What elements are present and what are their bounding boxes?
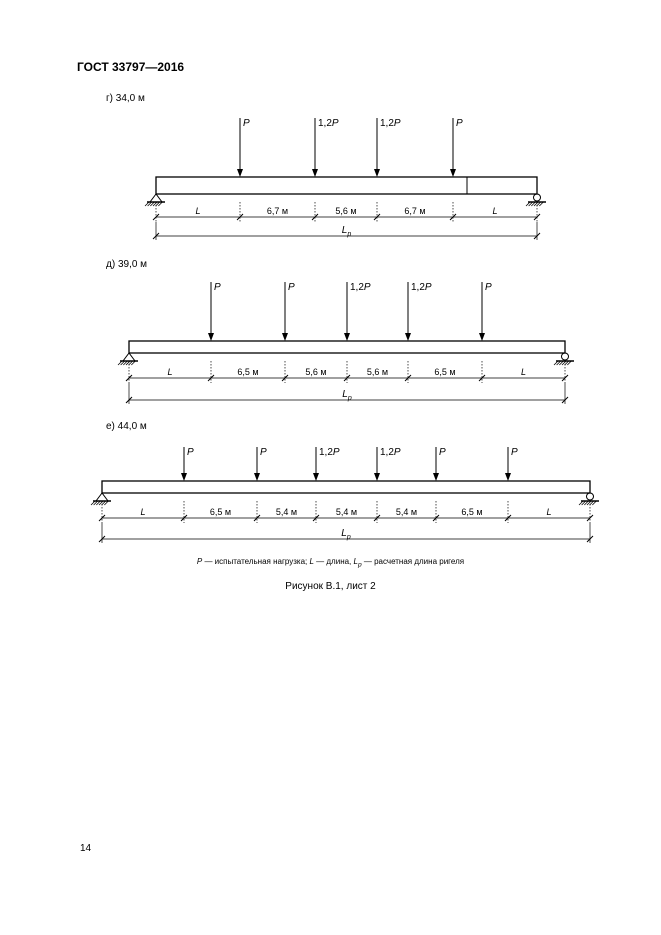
load-label: 1,2P [319,447,340,458]
load-label: 1,2P [380,118,401,129]
legend-p-text: — испытательная нагрузка; [202,557,310,566]
document-header: ГОСТ 33797—2016 [77,60,185,74]
beam-diagram [91,447,599,543]
load-arrow-head [237,169,243,177]
span-label: 6,7 м [404,206,426,216]
legend-lp-symbol: L [353,557,358,566]
span-label: 6,7 м [266,206,289,216]
pin-support-icon [150,194,162,202]
diagram-label-g: г) 34,0 м [106,93,145,104]
span-label: L [167,367,173,377]
load-arrow-head [479,333,485,341]
roller-support-icon [534,194,541,201]
span-label: L [195,206,201,216]
load-label: 1,2P [411,282,432,293]
load-arrow-head [374,473,380,481]
page-number: 14 [80,843,92,854]
load-arrow-head [313,473,319,481]
load-label: P [485,282,492,293]
span-label: L [140,507,146,517]
figure-caption: Рисунок В.1, лист 2 [285,581,376,592]
legend-p-symbol: P [196,557,203,566]
beam-diagram [145,118,546,240]
diagram-label-d: д) 39,0 м [106,259,148,270]
load-label: P [187,447,194,458]
load-arrow-head [344,333,350,341]
legend-l-text: — длина, [313,557,354,566]
span-label: L [546,507,552,517]
total-length-label: $L_p$ [341,528,351,541]
load-label: P [260,447,267,458]
load-arrow-head [405,333,411,341]
load-arrow-head [208,333,214,341]
load-arrow-head [433,473,439,481]
span-label: 6,5 м [461,507,483,517]
span-label: 5,6 м [335,206,357,216]
load-arrow-head [505,473,511,481]
beam-diagram [118,282,574,404]
load-arrow-head [254,473,260,481]
span-label: 5,4 м [335,507,358,517]
legend-lp-text: — расчетная длина ригеля [361,557,465,566]
load-arrow-head [282,333,288,341]
load-arrow-head [450,169,456,177]
load-label: 1,2P [350,282,371,293]
total-length-label: $L_p$ [342,389,352,402]
figure-legend [0,557,661,569]
load-arrow-head [312,169,318,177]
load-label: P [288,282,295,293]
span-label: 5,4 м [395,507,418,517]
beam [129,341,565,353]
beam [102,481,590,493]
load-arrow-head [374,169,380,177]
span-label: 5,6 м [305,367,327,377]
span-label: 5,4 м [275,507,298,517]
load-label: P [439,447,446,458]
legend-l-symbol: L [309,557,314,566]
load-label: 1,2P [318,118,339,129]
roller-support-icon [587,493,594,500]
load-label: 1,2P [380,447,401,458]
diagram-label-e: е) 44,0 м [106,421,147,432]
load-label: P [243,118,250,129]
load-label: P [511,447,518,458]
span-label: 6,5 м [237,367,259,377]
span-label: 6,5 м [209,507,232,517]
total-length-label: $L_p$ [341,225,352,238]
beam [156,177,537,194]
span-label: 6,5 м [434,367,456,377]
span-label: L [520,367,527,377]
pin-support-icon [123,353,135,361]
roller-support-icon [562,353,569,360]
pin-support-icon [96,493,108,501]
load-label: P [456,118,463,129]
legend-lp-subscript: p [357,561,362,569]
load-label: P [214,282,221,293]
span-label: L [492,206,498,216]
load-arrow-head [181,473,187,481]
span-label: 5,6 м [366,367,389,377]
